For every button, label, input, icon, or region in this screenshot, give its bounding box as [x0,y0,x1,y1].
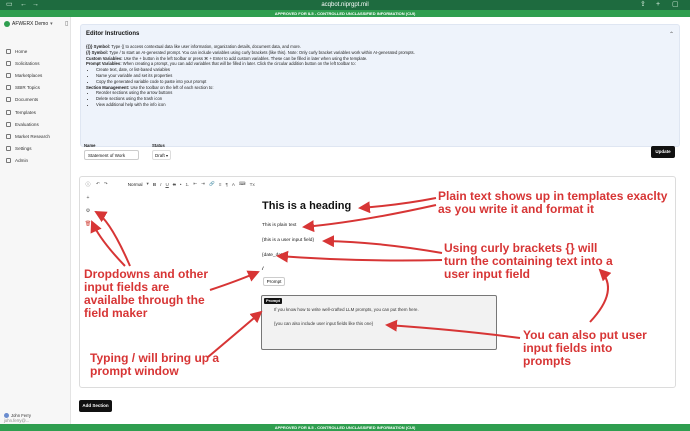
tabs-icon[interactable]: ▢ [672,1,679,8]
forward-icon[interactable]: → [32,1,39,8]
list-item: • Name your variable and set its properties [96,73,671,79]
bold-button[interactable]: B [152,181,157,187]
undo-icon[interactable]: ↶ [96,181,100,186]
outdent-button[interactable]: ⇤ [193,181,198,186]
sidebar-item-label: Admin [15,158,29,164]
arrow-to-cursor [210,272,258,290]
link-icon[interactable]: 🔗 [209,181,215,186]
trash-icon[interactable]: 🗑 [84,221,92,227]
arrow-to-date-field [278,256,442,261]
instr-label: Prompt Variables: [86,61,122,67]
status-value: Draft [155,153,165,158]
annotation-plain-text: Plain text shows up in templates exaclty as you write it and format it [438,189,668,216]
org-name: AFWERX Demo [12,21,49,27]
date-input-field[interactable]: {date_date} [262,253,287,258]
numbered-list-button[interactable]: 1. [185,181,190,187]
prompt-badge: Prompt [266,298,280,303]
align-button[interactable]: ≡ [218,181,222,187]
arrow-to-prompt-window [208,312,261,357]
back-icon[interactable]: ← [20,1,27,8]
sidebar-item-label: Solicitations [15,60,40,66]
sidebar-item-label: Home [15,48,28,54]
prompt-input-field[interactable]: {you can also include user input fields like this one} [274,321,374,326]
name-input[interactable]: Statement of Work [84,150,139,160]
redo-icon[interactable]: ↷ [103,181,108,186]
slash-cursor: / [262,267,264,272]
sidebar-toggle-icon[interactable]: ▭ [6,1,13,8]
italic-button[interactable]: I [160,181,162,187]
chevron-down-icon: ▾ [146,181,149,186]
sidebar-item-label: Marketplaces [15,72,43,78]
text-style-select[interactable]: Normal [127,181,143,187]
arrow-to-prompt-field [387,325,520,338]
arrow-to-input-field [324,241,442,253]
list-item: • Copy the generated variable code to paste into your prompt [96,79,671,85]
list-item: • Create text, date, or list-based variables [96,67,671,73]
instr-label: Custom Variables: [86,55,123,61]
status-label: Status [152,143,165,148]
info-icon[interactable]: ⓘ [85,182,91,188]
sidebar-item-label: Documents [15,97,39,103]
classification-banner-top: APPROVED FOR IL5 - CONTROLLED UNCLASSIFIED INFORMATION (CUI) [0,10,690,17]
collapse-sidebar-icon[interactable]: ▯ [65,21,69,27]
text-color-button[interactable]: A [231,181,235,187]
collapse-chevron-icon[interactable]: ⌃ [668,32,674,38]
content-heading[interactable]: This is a heading [262,200,352,212]
new-tab-icon[interactable]: + [656,1,661,8]
sidebar-item-label: Evaluations [15,121,39,127]
instr-label: {{}} Symbol: [86,44,111,49]
chevron-down-icon: ▾ [50,21,53,27]
classification-banner-bottom: APPROVED FOR IL5 - CONTROLLED UNCLASSIFIED INFORMATION (CUI) [0,424,690,431]
paragraph-button[interactable]: ¶ [225,181,228,187]
sidebar-item-label: Templates [15,109,36,115]
instr-text: Type / to start an AI-generated prompt. You can include variables using curly brackets (like this). Note: Only curly bracket variables work within AI-generated prompts. [108,49,415,55]
user-input-field[interactable]: {this is a user input field} [262,238,314,243]
annotation-slash-prompt: Typing / will bring up a prompt window [90,351,220,378]
sidebar-item-label: SBIR Topics [15,85,40,91]
underline-button[interactable]: U [165,181,169,187]
add-section-button[interactable]: Add Section [79,400,112,412]
address-bar[interactable]: acqbot.niprgpt.mil [321,2,369,8]
annotation-curly-brackets: Using curly brackets {} will turn the containing text into a user input field [444,241,613,281]
instr-label: {/} Symbol: [86,49,109,55]
add-variable-icon[interactable]: + [86,195,90,201]
annotation-field-maker: Dropdowns and other input fields are availalbe through the field maker [84,267,208,320]
indent-button[interactable]: ⇥ [201,181,206,186]
plain-text[interactable]: This is plain text [262,223,297,228]
instr-text: Use the + button in the left toolbar or press ⌘ + Enter to add custom variables. These can be filled in later when using the template. [122,55,368,61]
strike-button[interactable]: S [172,181,176,187]
clear-format-button[interactable]: Tx [249,181,255,187]
code-button[interactable]: ⌨ [239,181,246,186]
panel-title: Editor Instructions [86,31,140,37]
user-email: john.ferry@... [4,418,30,424]
bullet-list-button[interactable]: • [179,181,182,187]
sidebar-item-label: Settings [15,146,32,152]
update-button[interactable]: Update [651,146,675,158]
arrow-to-plain-text [304,205,436,227]
settings-icon[interactable]: ⚙ [85,208,91,214]
list-item: • View additional help with the info icon [96,102,671,108]
instr-text: When creating a prompt, you can add variables that will be filled in later. Click the circular addition button on the left toolbar to: [121,61,356,67]
prompt-button[interactable]: Prompt [263,277,285,286]
arrow-curly-loop [590,270,608,322]
user-name: John Ferry [11,413,32,418]
prompt-text[interactable]: If you know how to write well-crafted LLM prompts, you can put them here. [274,307,419,312]
list-item: • Reorder sections using the arrow buttons [96,90,671,96]
sidebar-item-label: Market Research [15,133,50,139]
instr-text: Type {{ to access contextual data like user information, organization details, document data, and more. [110,44,302,49]
share-icon[interactable]: ⇪ [640,1,646,8]
instr-label: Section Management: [86,84,130,90]
annotation-prompt-fields: You can also put user input fields into prompts [523,328,647,368]
name-label: Name [84,143,96,148]
list-item: • Delete sections using the trash icon [96,96,671,102]
instr-text: Use the toolbar on the left of each section to: [129,84,214,90]
chevron-down-icon: ▾ [166,153,169,158]
